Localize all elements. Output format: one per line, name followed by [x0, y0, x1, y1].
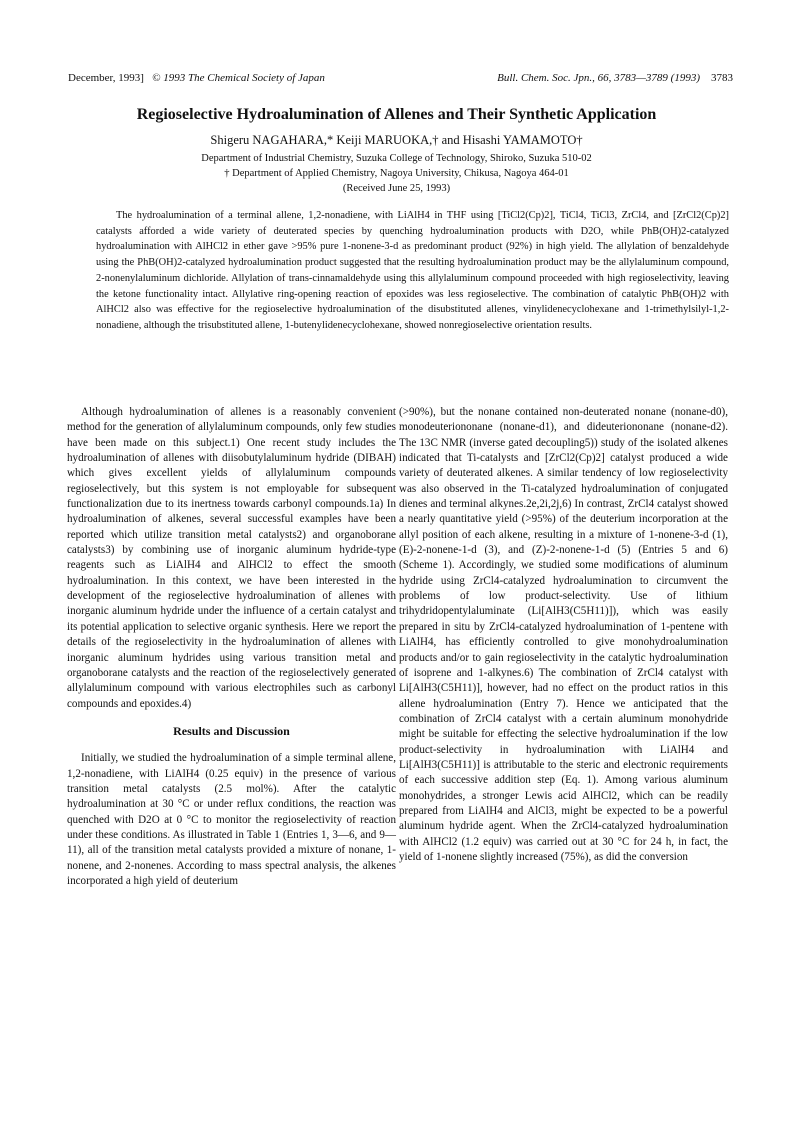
header-left — [68, 72, 325, 84]
section-heading: Results and Discussion — [173, 723, 290, 738]
affiliation-2: † Department of Applied Chemistry, Nagoya University, Chikusa, Nagoya 464-01 — [224, 168, 569, 179]
page-number: 3783 — [711, 72, 733, 84]
issue-date: December, 1993] — [68, 72, 144, 84]
body-paragraph: (>90%), but the nonane contained non-deuterated nonane (nonane-d0), monodeuteriononane (nonane-d1), and dideuteriononane (nonane-d2). The 13C NMR (inverse gated decoupling5)) study of the isolated alkenes indicated that Ti-catalysts and [ZrCl2(Cp)2] catalyst produced a wide variety of deuterated alkenes. A similar tendency of low regioselectivity was also observed in the Ti-catalyzed hydroalumination of conjugated dienes and terminal alkynes.2e,2i,2j,6) In contrast, ZrCl4 catalyst showed a nearly quantitative yield (>95%) of the deuterium incorporation at the allyl position of each alkene, resulting in a mixture of 1-nonene-3-d (1), (E)-2-nonene-1-d (3), and (Z)-2-nonene-1-d (5) (Entries 5 and 6) (Scheme 1). Accordingly, we studied some modifications of aluminum hydride using ZrCl4-catalyzed hydroalumination to circumvent the problems of low product-selectivity. Use of lithium trihydridopentylaluminate (Li[AlH3(C5H11)]), which was easily prepared in situ by ZrCl4-catalyzed hydroalumination of 1-pentene with LiAlH4, has efficiently controlled to give monohydroalumination products and/or to gain regioselectivity in the catalytic hydroalumination of isoprene and 1-alkynes.6) The combination of ZrCl4 catalyst with Li[AlH3(C5H11)], however, had no effect on the product ratios in this allene hydroalumination (Entry 7). Hence we anticipated that the combination of ZrCl4 catalyst with a certain aluminum monohydride might be suitable for effecting the selective hydroalumination if the low product-selectivity in hydroalumination with LiAlH4 and Li[AlH3(C5H11)] is attributable to the steric and electronic requirements of each successive addition step (Eq. 1). Among various aluminum monohydrides, a stronger Lewis acid AlHCl2, which can be readily prepared from LiAlH4 and AlCl3, might be expected to be a powerful aluminum hydride agent. When the ZrCl4-catalyzed hydroalumination with AlHCl2 (1.2 equiv) was carried out at 30 °C for 24 h, in fact, the yield of 1-nonene slightly increased (75%), as did the conversion — [399, 406, 728, 863]
left-column — [67, 405, 396, 889]
running-header — [68, 72, 733, 88]
abstract: The hydroalumination of a terminal allene, 1,2-nonadiene, with LiAlH4 in THF using [TiCl2(Cp)2], TiCl4, TiCl3, ZrCl4, and [ZrCl2(Cp)2] catalysts afforded a wide variety of deuterated species by quenching hydroalumination products with D2O, while PhB(OH)2-catalyzed hydroalumination with AlHCl2 in ether gave >95% pure 1-nonene-3-d as predominant product (92%) in high yield. The allylation of benzaldehyde using the PhB(OH)2-catalyzed hydroalumination product suggested that the resulting hydroalumination product may be the allylaluminum compound, 2-nonenylaluminum dichloride. Allylation of trans-cinnamaldehyde using this allylaluminum compound proceeded with high regioselectivity, leaving the ketone functionality intact. Allylative ring-opening reaction of epoxides was less regioselective. The combination of catalytic PhB(OH)2 with AlHCl2 also was effective for the regioselective hydroalumination of the disubstituted allenes, vinylidenecyclohexane and 1-trimethylsilyl-1,2-nonadiene, although the trisubstituted allene, 1-butenylidenecyclohexane, showed nonregioselective orientation results. — [96, 210, 729, 331]
body-paragraph: Initially, we studied the hydroalumination of a simple terminal allene, 1,2-nonadiene, with LiAlH4 (0.25 equiv) in the presence of various transition metal catalysts (2.5 mol%). After the catalytic hydroalumination at 30 °C or under reflux conditions, the reaction was quenched with D2O at 0 °C to monitor the regioselectivity of reaction under these conditions. As illustrated in Table 1 (Entries 1, 3—6, and 9—11), all of the transition metal catalysts provided a mixture of nonane, 1-nonene, and 2-nonenes. According to mass spectral analysis, the alkenes incorporated a high yield of deuterium — [67, 752, 396, 887]
copyright-notice: © 1993 The Chemical Society of Japan — [152, 72, 325, 84]
received-date: (Received June 25, 1993) — [342, 183, 451, 194]
body-paragraph: Although hydroalumination of allenes is a reasonably convenient method for the generation of allylaluminum compounds, only few studies have been made on this subject.1) One recent study includes the hydroalumination of allenes with diisobutylaluminum hydride (DIBAH) which gives excellent yields of allylaluminum compounds regioselectively, but this system is not employable for subsequent functionalization due to its inertness towards carbonyl compounds.1a) In hydroalumination of alkenes, several successful examples have been reported which utilize transition metal catalysts2) and organoborane catalysts3) by combining use of inorganic aluminum hydride-type reagents such as LiAlH4 and AlHCl2 to effect the smooth hydroalumination. In this context, we have been interested in the development of the regioselective hydroalumination of allenes with inorganic aluminum hydride under the influence of a certain catalyst and its potential application to selective organic synthesis. Here we report the details of the regioselectivity in the hydroalumination of allenes with inorganic aluminum hydrides using various transition metal and organoborane catalysts and the reaction of the regioselectively generated allylaluminum compound with various electrophiles such as carbonyl compounds and epoxides.4) — [67, 406, 396, 710]
author-line: Shigeru NAGAHARA,* Keiji MARUOKA,† and Hisashi YAMAMOTO† — [210, 133, 583, 147]
right-column — [399, 405, 728, 865]
affiliation-1: Department of Industrial Chemistry, Suzuka College of Technology, Shiroko, Suzuka 510-02 — [201, 153, 592, 164]
journal-citation: Bull. Chem. Soc. Jpn., 66, 3783—3789 (1993) — [497, 72, 700, 84]
header-right — [497, 72, 733, 84]
paper-title: Regioselective Hydroalumination of Allenes and Their Synthetic Application — [136, 106, 657, 123]
